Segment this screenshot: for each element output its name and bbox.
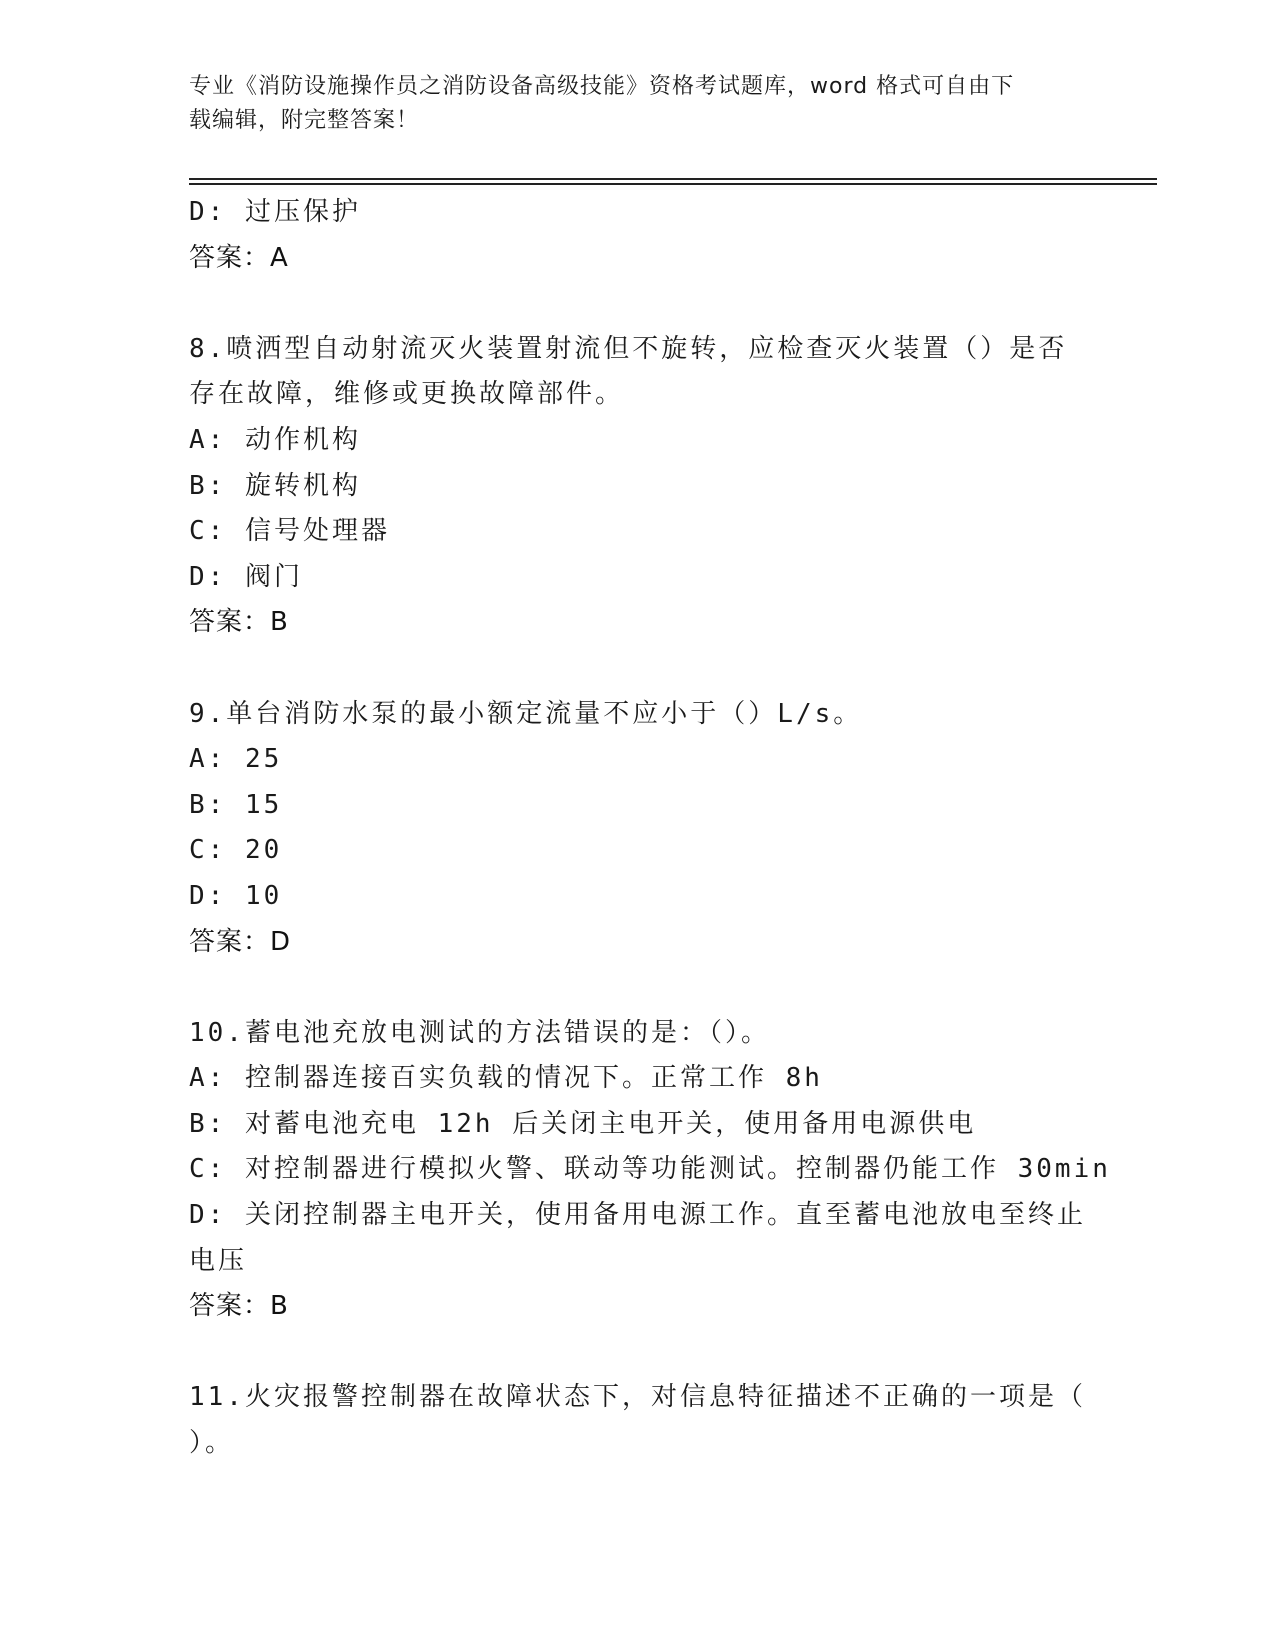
answer: 答案：B [189, 607, 289, 638]
question-11 [189, 1375, 1089, 1466]
spacer [189, 646, 1089, 692]
answer: 答案：A [189, 242, 289, 273]
question-stem-continued: ）。 [189, 1428, 235, 1459]
header-line-2: 载编辑，附完整答案！ [189, 108, 420, 133]
header-divider-top [189, 178, 1157, 180]
spacer [189, 1330, 1089, 1376]
question-10 [189, 1011, 1111, 1330]
option-a: A: 25 [189, 744, 283, 775]
option-d: D: 关闭控制器主电开关，使用备用电源工作。直至蓄电池放电至终止 [189, 1200, 1086, 1231]
answer: 答案：D [189, 926, 292, 957]
option-d: D: 过压保护 [189, 197, 361, 227]
question-stem-continued: 存在故障，维修或更换故障部件。 [189, 379, 625, 410]
option-c: C: 20 [189, 835, 283, 866]
question-7-tail [189, 190, 1089, 281]
option-b: B: 对蓄电池充电 12h 后关闭主电开关，使用备用电源供电 [189, 1108, 977, 1139]
option-d: D: 阀门 [189, 561, 303, 592]
header-line-1: 专业《消防设施操作员之消防设备高级技能》资格考试题库，word 格式可自由下 [189, 74, 1015, 99]
header-divider-bottom [189, 183, 1157, 185]
option-c: C: 信号处理器 [189, 516, 390, 547]
option-a: A: 动作机构 [189, 424, 361, 455]
answer: 答案：B [189, 1291, 289, 1322]
spacer [189, 281, 1089, 327]
document-header [189, 70, 1069, 138]
question-8 [189, 327, 1089, 646]
question-stem: 10.蓄电池充放电测试的方法错误的是：（）。 [189, 1017, 770, 1048]
question-stem: 8.喷洒型自动射流灭火装置射流但不旋转，应检查灭火装置（）是否 [189, 333, 1068, 364]
option-b: B: 15 [189, 789, 283, 820]
option-d: D: 10 [189, 880, 283, 911]
question-content [189, 190, 1111, 1467]
option-d-continued: 电压 [189, 1245, 248, 1276]
option-b: B: 旋转机构 [189, 470, 361, 501]
question-stem: 9.单台消防水泵的最小额定流量不应小于（）L/s。 [189, 698, 863, 729]
question-9 [189, 692, 1089, 966]
question-stem: 11.火灾报警控制器在故障状态下，对信息特征描述不正确的一项是（ [189, 1382, 1086, 1413]
option-a: A: 控制器连接百实负载的情况下。正常工作 8h [189, 1063, 823, 1094]
option-c: C: 对控制器进行模拟火警、联动等功能测试。控制器仍能工作 30min [189, 1154, 1111, 1185]
spacer [189, 965, 1089, 1011]
